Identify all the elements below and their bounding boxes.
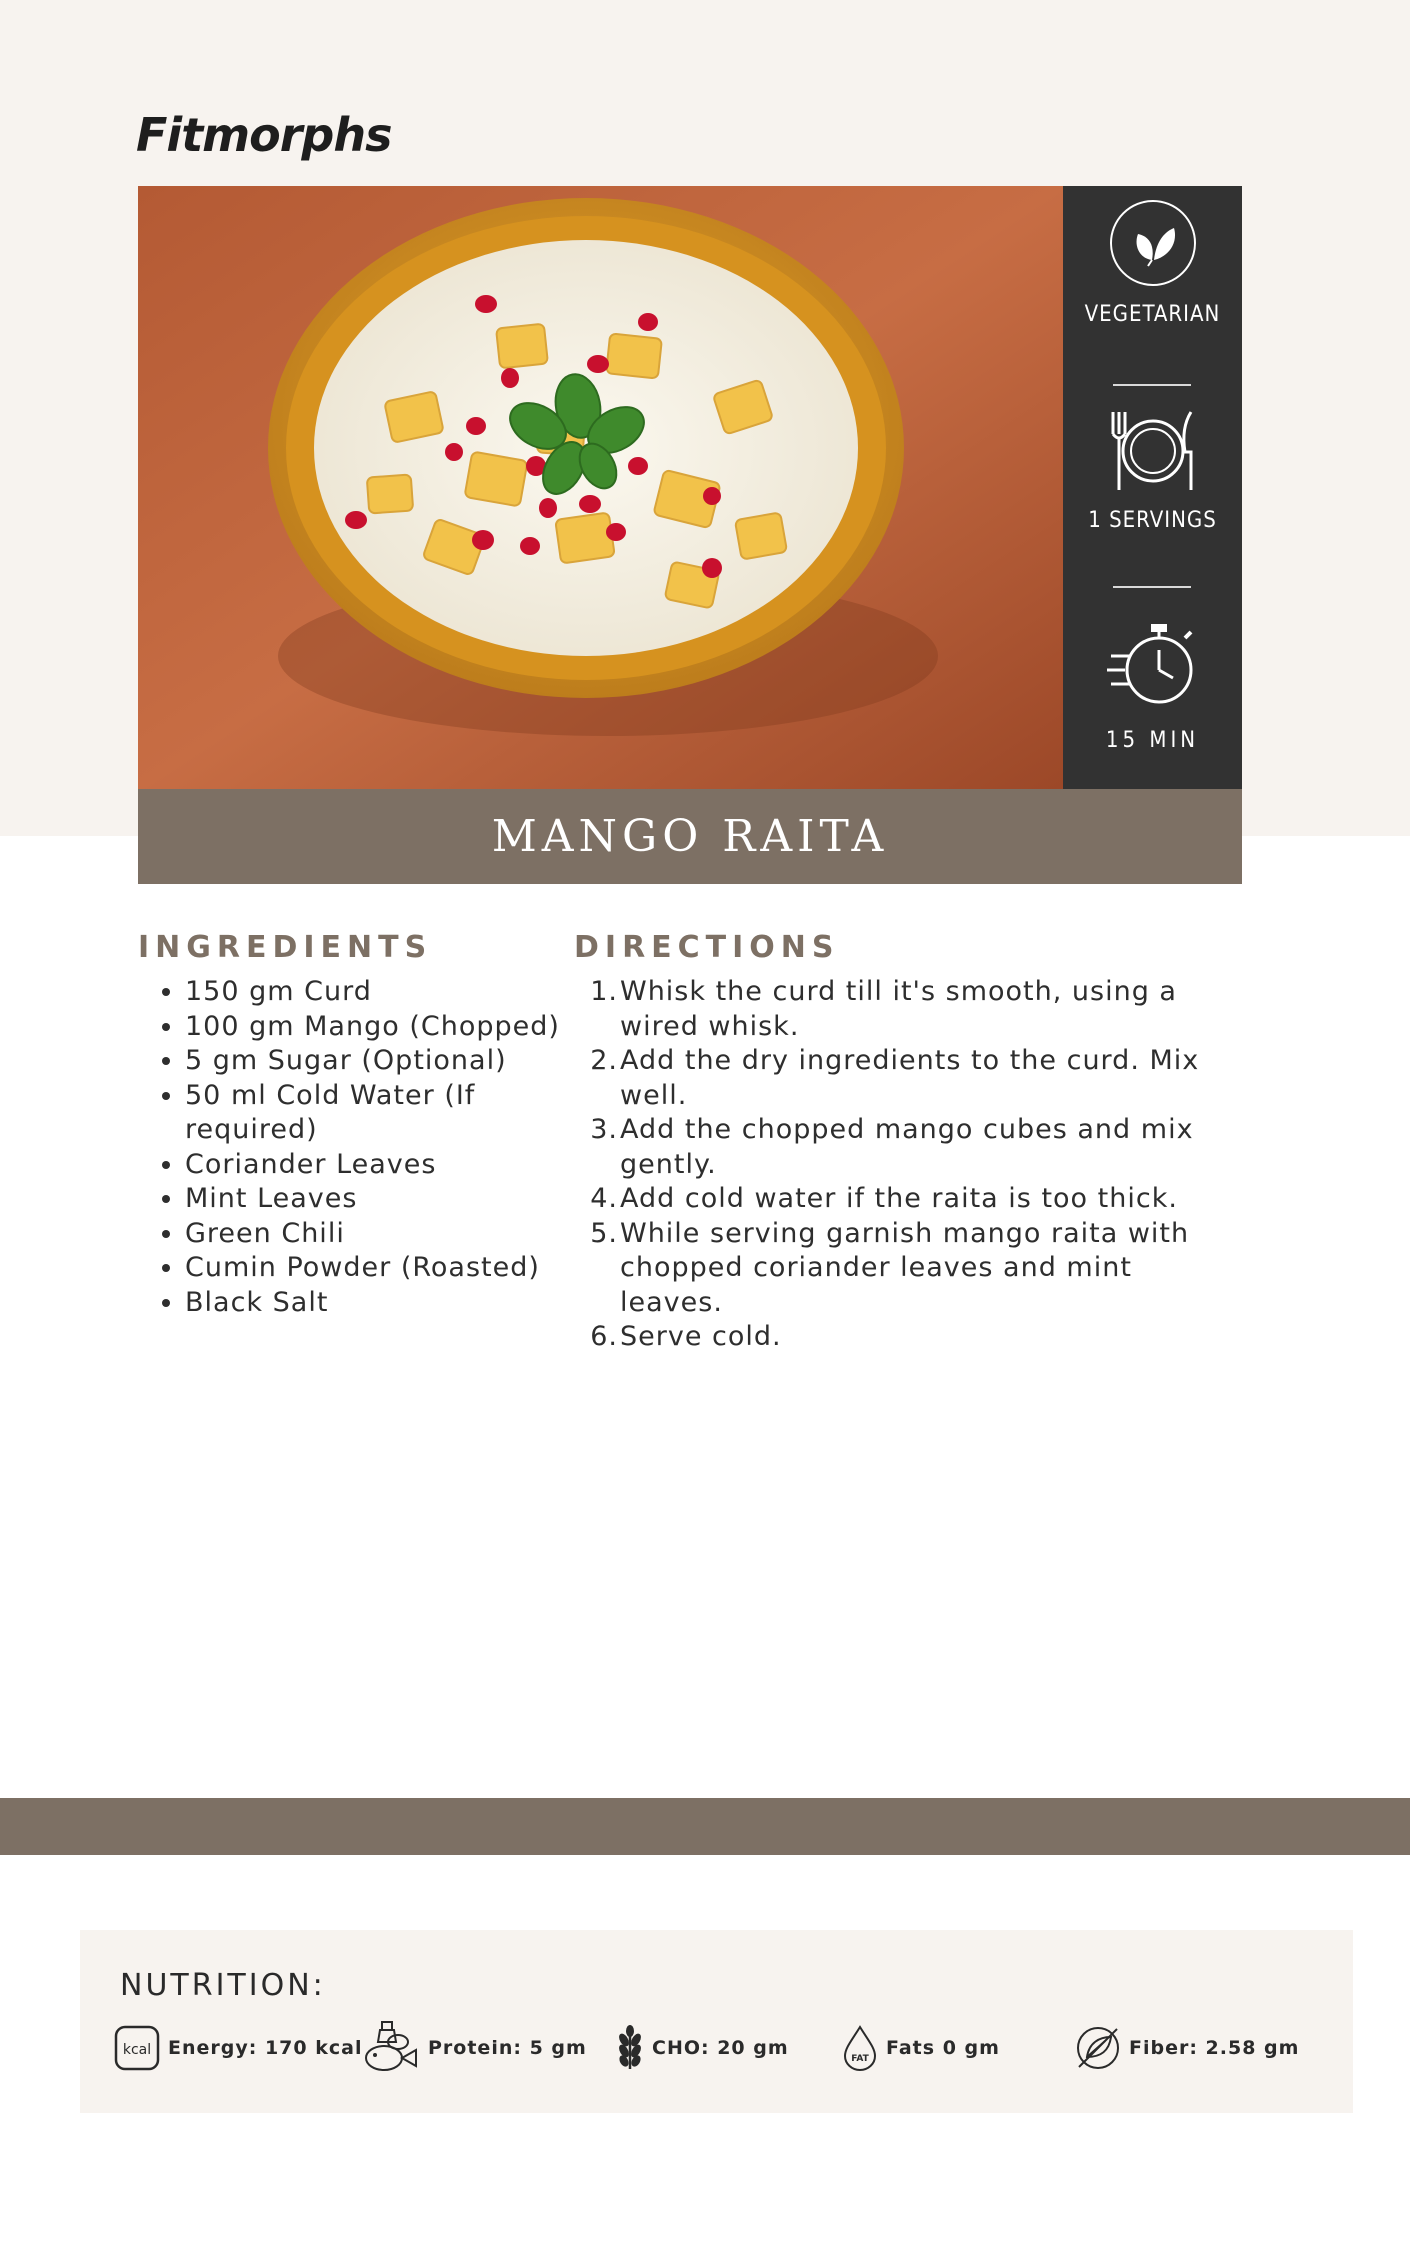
recipe-title: MANGO RAITA (491, 811, 889, 862)
nutrition-panel (80, 1930, 1353, 2113)
brand-logo: Fitmorphs (136, 108, 392, 162)
footer-band (0, 1798, 1410, 1855)
servings-label: 1 SERVINGS (1088, 508, 1217, 533)
kcal-icon (114, 2025, 160, 2071)
step-text: Add cold water if the raita is too thick. (620, 1183, 1178, 1214)
step-text: Add the chopped mango cubes and mix gently. (620, 1114, 1194, 1180)
wheat-icon (616, 2025, 644, 2071)
direction-step (582, 1113, 1242, 1182)
recipe-title-bar (138, 789, 1242, 884)
ingredient-item: • Green Chili (185, 1217, 575, 1252)
direction-step (582, 975, 1242, 1044)
direction-step (582, 1182, 1242, 1217)
nutrition-heading: NUTRITION: (120, 1968, 326, 2003)
fiber-label: Fiber: 2.58 gm (1129, 2037, 1300, 2059)
ingredient-item: • 5 gm Sugar (Optional) (185, 1044, 575, 1079)
time-badge (1063, 616, 1242, 753)
direction-step (582, 1217, 1242, 1321)
ingredient-item: • 50 ml Cold Water (If required) (185, 1079, 575, 1148)
ingredient-item: • Mint Leaves (185, 1182, 575, 1217)
step-number: 3. (590, 1114, 618, 1145)
diet-label: VEGETARIAN (1084, 302, 1221, 327)
step-text: Add the dry ingredients to the curd. Mix well. (620, 1045, 1200, 1111)
ingredient-item: • Coriander Leaves (185, 1148, 575, 1183)
kcal-icon-text: kcal (122, 2042, 152, 2058)
ingredient-item: • 100 gm Mango (Chopped) (185, 1010, 575, 1045)
fat-drop-icon (842, 2024, 878, 2072)
step-number: 5. (590, 1217, 618, 1249)
divider (1113, 384, 1191, 386)
divider (1113, 586, 1191, 588)
servings-badge (1063, 408, 1242, 533)
recipe-info-panel (1063, 186, 1242, 789)
step-text: Serve cold. (620, 1321, 782, 1352)
fats-label: Fats 0 gm (886, 2037, 1000, 2059)
fat-icon-text: FAT (851, 2054, 869, 2064)
mango-raita-illustration (138, 186, 1063, 789)
ingredient-item: • 150 gm Curd (185, 975, 575, 1010)
nutrition-fiber (1075, 2018, 1299, 2078)
diet-badge (1063, 198, 1242, 327)
recipe-photo (138, 186, 1063, 789)
energy-label: Energy: 170 kcal (168, 2037, 363, 2059)
directions-list (582, 975, 1242, 1355)
fiber-leaf-icon (1075, 2025, 1121, 2071)
ingredients-list (150, 975, 575, 1320)
step-number: 1. (590, 976, 618, 1007)
step-number: 6. (590, 1321, 618, 1352)
nutrition-cho (616, 2018, 789, 2078)
leaf-icon (1108, 198, 1198, 288)
direction-step (582, 1044, 1242, 1113)
stopwatch-icon (1105, 616, 1201, 712)
cho-label: CHO: 20 gm (652, 2037, 789, 2059)
direction-step (582, 1320, 1242, 1355)
nutrition-protein (362, 2018, 587, 2078)
protein-label: Protein: 5 gm (428, 2037, 587, 2059)
time-label: 15 MIN (1105, 728, 1200, 753)
ingredient-item: • Cumin Powder (Roasted) (185, 1251, 575, 1286)
step-number: 4. (590, 1183, 618, 1214)
step-text: While serving garnish mango raita with chopped coriander leaves and mint leaves. (620, 1217, 1190, 1318)
plate-cutlery-icon (1105, 408, 1201, 494)
step-number: 2. (590, 1045, 618, 1076)
nutrition-fats (842, 2018, 1000, 2078)
ingredient-item: • Black Salt (185, 1286, 575, 1321)
nutrition-energy (114, 2018, 362, 2078)
protein-icon (362, 2020, 420, 2076)
directions-heading: DIRECTIONS (574, 930, 840, 965)
ingredients-heading: INGREDIENTS (138, 930, 433, 965)
step-text: Whisk the curd till it's smooth, using a wired whisk. (620, 976, 1177, 1042)
